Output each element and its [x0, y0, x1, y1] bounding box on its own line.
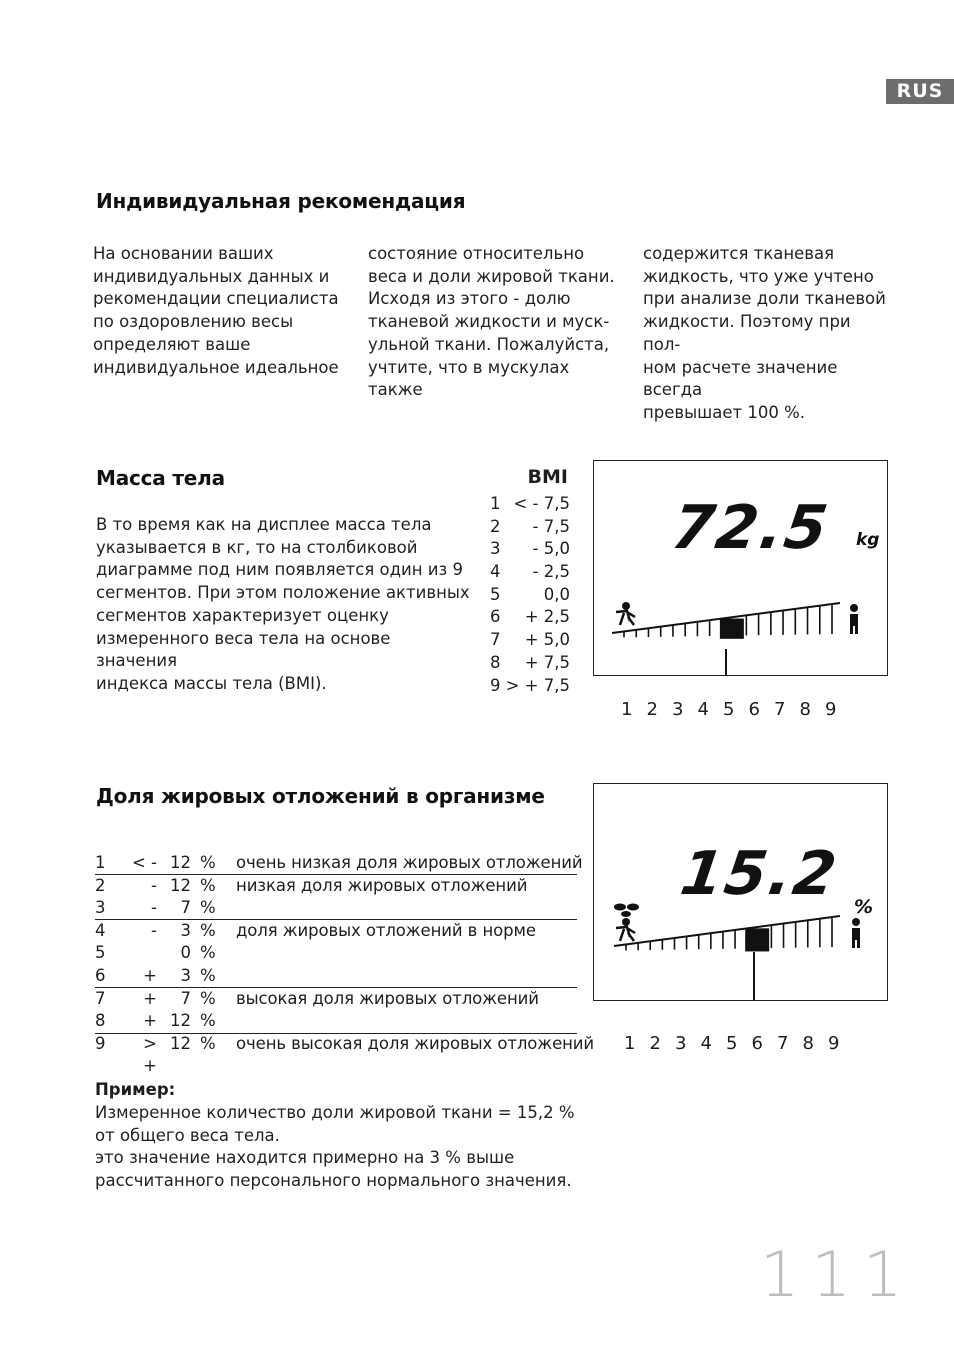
example-title: Пример:: [95, 1080, 176, 1099]
scale-baseline: [614, 916, 840, 946]
scale-label: 4: [697, 699, 709, 720]
table-row: 9 > + 12 % очень высокая доля жировых отложений: [95, 1033, 595, 1076]
weight-lcd-display: [593, 460, 888, 676]
table-row: 7 + 7 % высокая доля жировых отложений: [95, 988, 539, 1008]
fat-segment-bars: [614, 916, 840, 951]
body-weight-text: В то время как на дисплее масса тела указывается в кг, то на столбиковой диаграмме под ним появляется один из 9 сегментов. При этом положение активных сегментов характеризует оценку измеренного веса тела на основе значения индекса массы тела (BMI).: [96, 515, 470, 693]
fat-segment-scale: [624, 1033, 854, 1054]
bmi-row: 5 0,0: [490, 584, 570, 604]
section-title-body-fat: Доля жировых отложений в организме: [96, 784, 545, 808]
bmi-row: 2 - 7,5: [490, 516, 570, 536]
recommendation-col-1: На основании ваших индивидуальных данных и рекомендации специалиста по оздоровлению весы определяют ваше индивидуальное идеальное: [93, 244, 339, 377]
scale-label: 3: [675, 1033, 687, 1054]
table-row: 5 0 %: [95, 943, 216, 963]
table-row: 8 + 12 %: [95, 1011, 216, 1031]
scale-label: 8: [799, 699, 811, 720]
runner-icon: [616, 918, 635, 941]
bmi-row: 8 + 7,5: [490, 652, 570, 672]
table-row: 1 < - 12 % очень низкая доля жировых отложений: [95, 853, 583, 872]
scale-label: 4: [700, 1033, 712, 1054]
standing-person-icon: [852, 918, 860, 948]
scale-label: 1: [621, 699, 633, 720]
weight-segment-scale: [621, 699, 851, 720]
table-row: 6 + 3 %: [95, 965, 216, 985]
scale-label: 5: [726, 1033, 738, 1054]
scale-label: 7: [774, 699, 786, 720]
weight-value: 72.5: [667, 493, 834, 563]
bmi-row: 7 + 5,0: [490, 630, 570, 650]
scale-label: 6: [751, 1033, 763, 1054]
bmi-table: [490, 493, 570, 697]
section-title-recommendation: Индивидуальная рекомендация: [96, 189, 466, 213]
scale-label: 3: [672, 699, 684, 720]
table-row: 3 - 7 %: [95, 898, 216, 918]
bmi-row: 6 + 2,5: [490, 607, 570, 627]
scale-label: 2: [649, 1033, 661, 1054]
weight-unit: kg: [856, 530, 880, 550]
language-badge: RUS: [886, 79, 954, 104]
bmi-segment-bars: [612, 603, 840, 639]
recommendation-col-3: содержится тканевая жидкость, что уже учтено при анализе доли тканевой жидкости. Поэтому при пол- ном расчете значение всегда превышает 100 %.: [643, 244, 886, 422]
scale-label: 2: [646, 699, 658, 720]
table-row: 4 - 3 % доля жировых отложений в норме: [95, 920, 536, 940]
scale-label: 8: [802, 1033, 814, 1054]
active-segment: [745, 928, 769, 951]
standing-person-icon: [850, 604, 858, 634]
fat-value: 15.2: [676, 839, 843, 909]
scale-label: 9: [828, 1033, 840, 1054]
bmi-row: 4 - 2,5: [490, 562, 570, 582]
weight-lcd-graphic: [594, 461, 887, 675]
section-title-body-weight: Масса тела: [96, 466, 225, 490]
body-fat-table: [95, 852, 595, 1076]
active-segment: [720, 619, 744, 639]
fat-lcd-graphic: [594, 784, 887, 1000]
fat-drops-icon: [614, 904, 639, 918]
bmi-row: 3 - 5,0: [490, 539, 570, 559]
scale-label: 7: [777, 1033, 789, 1054]
table-row: 2 - 12 % низкая доля жировых отложений: [95, 875, 528, 895]
recommendation-col-2: состояние относительно веса и доли жировой ткани. Исходя из этого - долю тканевой жидкости и муск- ульной ткани. Пожалуйста, учтите, что в мускулах также: [368, 244, 615, 400]
bmi-header: BMI: [527, 466, 568, 488]
fat-unit: %: [854, 896, 874, 918]
scale-label: 1: [624, 1033, 636, 1054]
fat-lcd-display: [593, 783, 888, 1001]
bmi-row: 1 < - 7,5: [490, 494, 570, 513]
scale-label: 5: [723, 699, 735, 720]
scale-label: 6: [748, 699, 760, 720]
example-text: Измеренное количество доли жировой ткани = 15,2 % от общего веса тела. это значение находится примерно на 3 % выше рассчитанного персонального нормального значения.: [95, 1103, 575, 1191]
bmi-row: 9 > + 7,5: [490, 675, 570, 695]
page-number: 111: [760, 1238, 915, 1311]
scale-label: 9: [825, 699, 837, 720]
runner-icon: [616, 602, 635, 625]
